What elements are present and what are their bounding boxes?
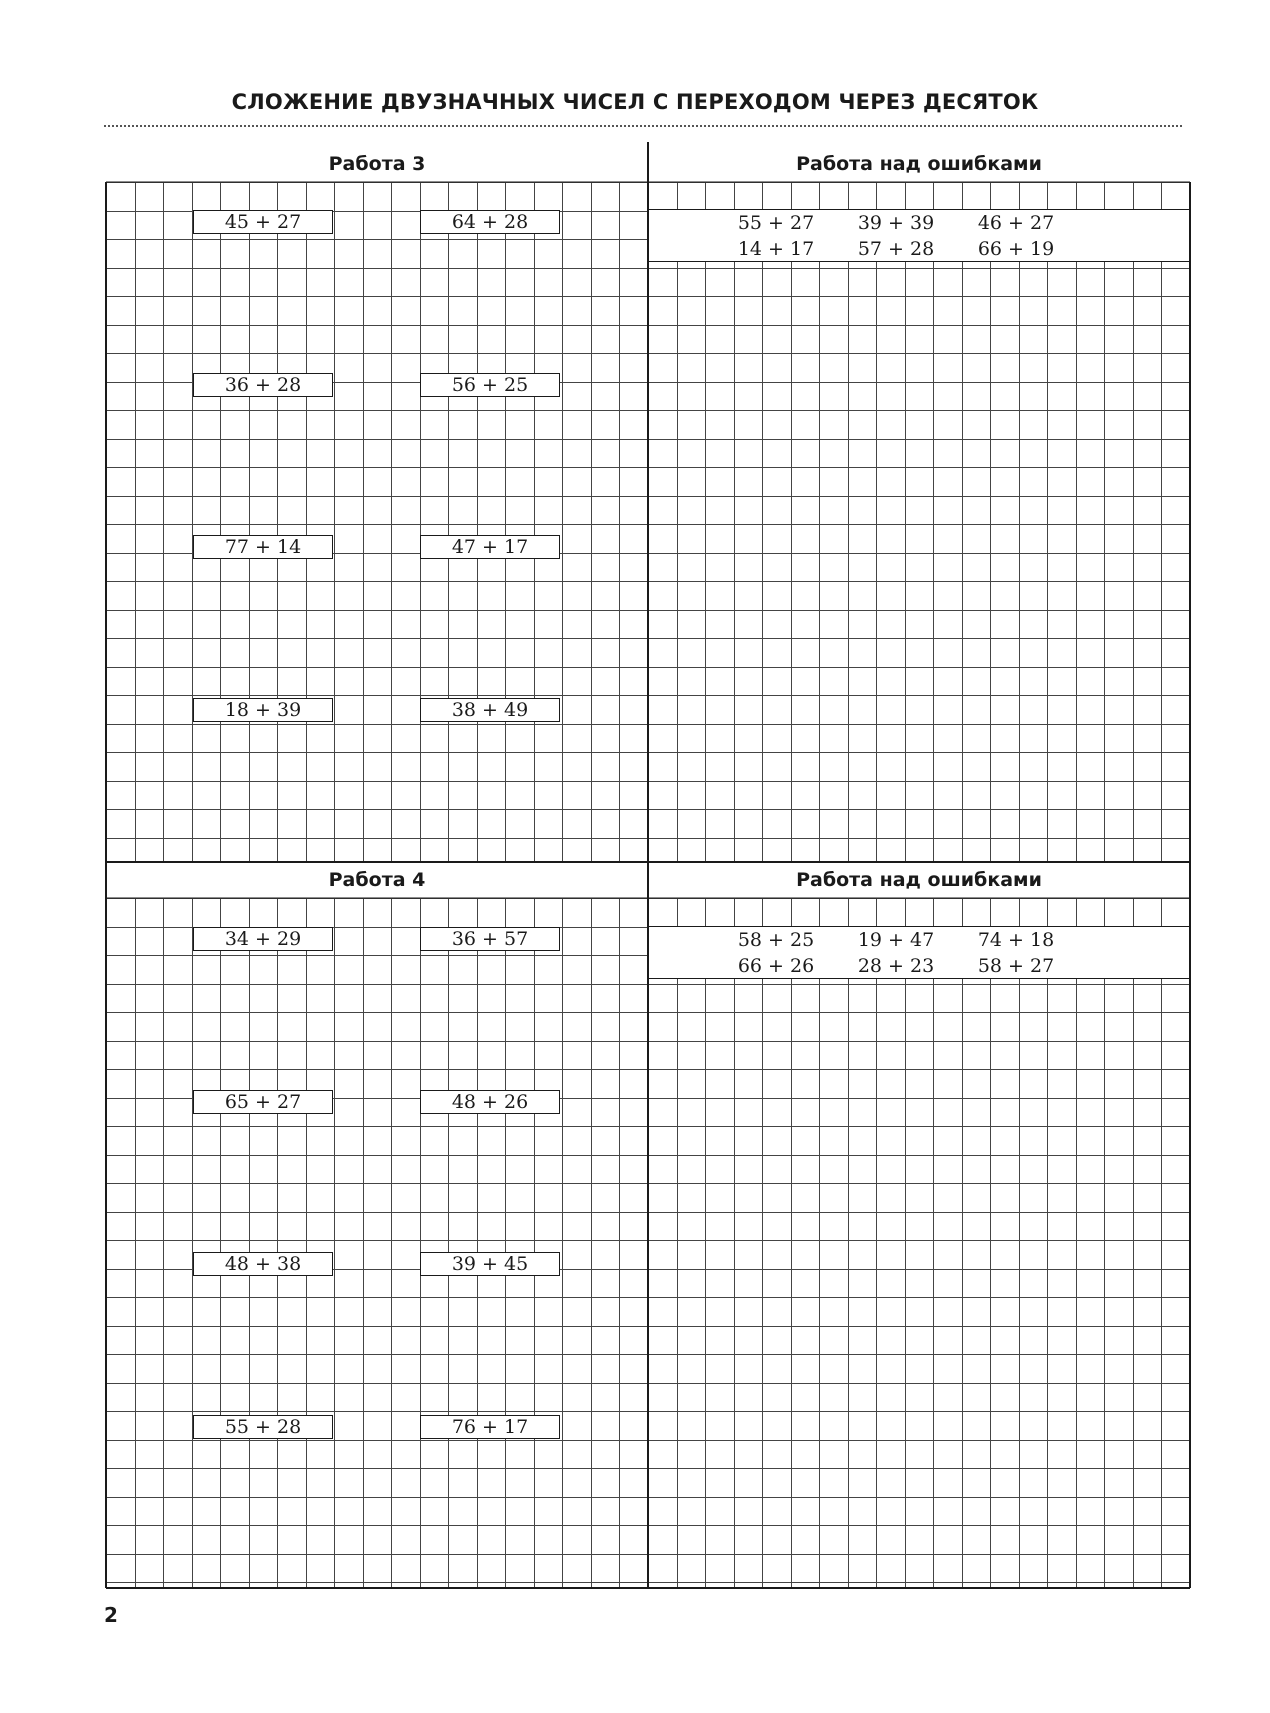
exercise-box: 39 + 45 <box>420 1252 560 1276</box>
section-title-error-work-2: Работа над ошибками <box>796 869 1042 891</box>
exercise-box: 47 + 17 <box>420 535 560 559</box>
exercise-box: 45 + 27 <box>193 210 333 234</box>
section-title-work-3: Работа 3 <box>328 153 426 175</box>
error-exercise: 58 + 25 <box>737 929 815 951</box>
exercise-box: 56 + 25 <box>420 373 560 397</box>
error-exercise: 39 + 39 <box>857 212 935 234</box>
error-work-box <box>648 926 1190 979</box>
page-title: СЛОЖЕНИЕ ДВУЗНАЧНЫХ ЧИСЕЛ С ПЕРЕХОДОМ ЧЕРЕЗ ДЕСЯТОК <box>231 90 1039 114</box>
error-work-box <box>648 209 1190 262</box>
error-exercise: 28 + 23 <box>857 955 935 977</box>
page-number: 2 <box>104 1603 118 1627</box>
exercise-box: 77 + 14 <box>193 535 333 559</box>
error-exercise: 57 + 28 <box>857 238 935 260</box>
exercise-box: 36 + 28 <box>193 373 333 397</box>
exercise-box: 38 + 49 <box>420 698 560 722</box>
error-exercise: 66 + 26 <box>737 955 815 977</box>
exercise-box: 65 + 27 <box>193 1090 333 1114</box>
exercise-box: 48 + 38 <box>193 1252 333 1276</box>
exercise-box: 36 + 57 <box>420 927 560 951</box>
exercise-box: 76 + 17 <box>420 1415 560 1439</box>
section-title-error-work-1: Работа над ошибками <box>796 153 1042 175</box>
error-exercise: 58 + 27 <box>977 955 1055 977</box>
error-exercise: 66 + 19 <box>977 238 1055 260</box>
exercise-box: 64 + 28 <box>420 210 560 234</box>
exercise-box: 18 + 39 <box>193 698 333 722</box>
error-exercise: 74 + 18 <box>977 929 1055 951</box>
exercise-box: 55 + 28 <box>193 1415 333 1439</box>
error-exercise: 19 + 47 <box>857 929 935 951</box>
error-exercise: 55 + 27 <box>737 212 815 234</box>
exercise-box: 48 + 26 <box>420 1090 560 1114</box>
exercise-box: 34 + 29 <box>193 927 333 951</box>
error-exercise: 46 + 27 <box>977 212 1055 234</box>
section-title-work-4: Работа 4 <box>328 869 426 891</box>
error-exercise: 14 + 17 <box>737 238 815 260</box>
